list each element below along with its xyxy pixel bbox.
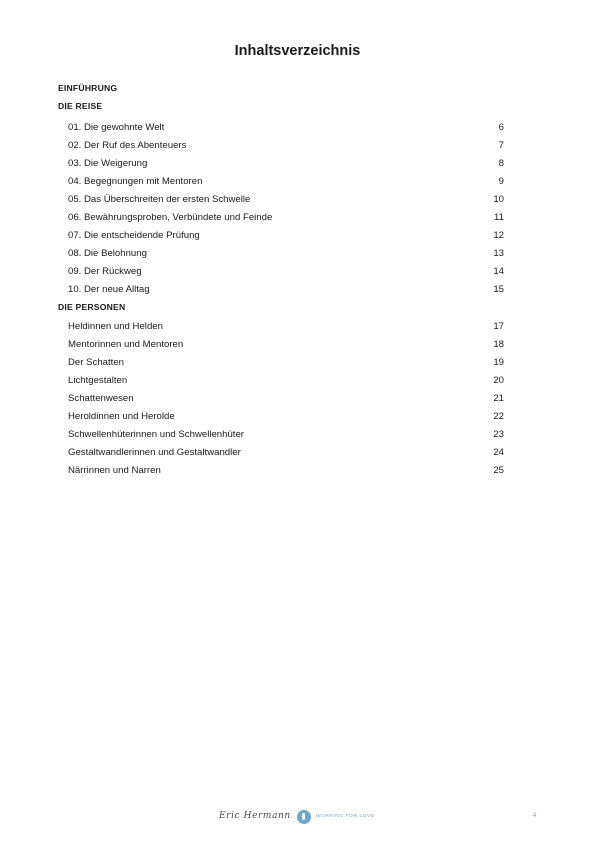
toc-entry-page: 24 [493,447,504,458]
toc-entry[interactable] [68,140,504,151]
toc-entry-page: 12 [493,230,504,241]
toc-entry-label: 08. Die Belohnung [68,248,147,259]
toc-entry-page: 23 [493,429,504,440]
toc-entry-page: 10 [493,194,504,205]
author-signature: Eric Hermann [219,811,291,821]
toc-entry[interactable] [68,158,504,169]
toc-entry[interactable] [68,339,504,350]
toc-entry-page: 18 [493,339,504,350]
toc-entry-page: 7 [498,140,504,151]
toc-entry-page: 8 [498,158,504,169]
toc-entry-page: 15 [493,284,504,295]
toc-entry-page: 20 [493,375,504,386]
section-heading-einfuehrung[interactable]: EINFÜHRUNG [58,83,118,93]
toc-entry-label: 07. Die entscheidende Prüfung [68,230,200,241]
toc-entry[interactable] [68,194,504,205]
section-heading-die-reise[interactable]: DIE REISE [58,101,103,111]
toc-entry[interactable] [68,176,504,187]
toc-entry[interactable] [68,266,504,277]
footer [0,808,595,828]
toc-entry-label: Gestaltwandlerinnen und Gestaltwandler [68,447,241,458]
toc-entry[interactable] [68,284,504,295]
toc-entry-page: 17 [493,321,504,332]
toc-entry[interactable] [68,230,504,241]
toc-entry-label: Der Schatten [68,357,124,368]
toc-entry[interactable] [68,447,504,458]
section-heading-die-personen[interactable]: DIE PERSONEN [58,302,126,312]
toc-entry-label: Schwellenhüterinnen und Schwellenhüter [68,429,245,440]
toc-entry[interactable] [68,393,504,404]
toc-entry-label: Närrinnen und Narren [68,465,161,476]
toc-entry-label: Lichtgestalten [68,375,128,386]
toc-entry-label: Heldinnen und Helden [68,321,163,332]
toc-entry-label: 03. Die Weigerung [68,158,148,169]
toc-entry-label: 02. Der Ruf des Abenteuers [68,140,187,151]
toc-entry-label: Schattenwesen [68,393,134,404]
toc-entry-label: 04. Begegnungen mit Mentoren [68,176,203,187]
toc-entry-label: 01. Die gewohnte Welt [68,122,165,133]
toc-entry-page: 22 [493,411,504,422]
toc-entry-page: 21 [493,393,504,404]
toc-entry[interactable] [68,122,504,133]
toc-entry-label: 06. Bewährungsproben, Verbündete und Feinde [68,212,273,223]
toc-entry[interactable] [68,429,504,440]
toc-entry-page: 25 [493,465,504,476]
toc-entry-label: 09. Der Rückweg [68,266,142,277]
toc-entry-page: 14 [493,266,504,277]
page-title: Inhaltsverzeichnis [234,43,361,59]
toc-entry-label: 05. Das Überschreiten der ersten Schwelle [68,194,251,205]
page-number: 4 [533,813,537,819]
footer-tagline: WORKING FOR LOVE [316,814,375,819]
toc-entry[interactable] [68,321,504,332]
toc-entry-label: Mentorinnen und Mentoren [68,339,184,350]
toc-entry-page: 13 [493,248,504,259]
toc-entry-page: 9 [498,176,504,187]
toc-entry[interactable] [68,248,504,259]
toc-entry[interactable] [68,465,504,476]
toc-entry-label: Heroldinnen und Herolde [68,411,175,422]
toc-entry[interactable] [68,357,504,368]
toc-entry-page: 19 [493,357,504,368]
toc-entry[interactable] [68,212,504,223]
toc-entry-label: 10. Der neue Alltag [68,284,150,295]
toc-entry[interactable] [68,375,504,386]
toc-entry-page: 6 [498,122,504,133]
toc-entry[interactable] [68,411,504,422]
toc-entry-page: 11 [494,212,504,223]
person-in-circle-icon [297,810,311,824]
